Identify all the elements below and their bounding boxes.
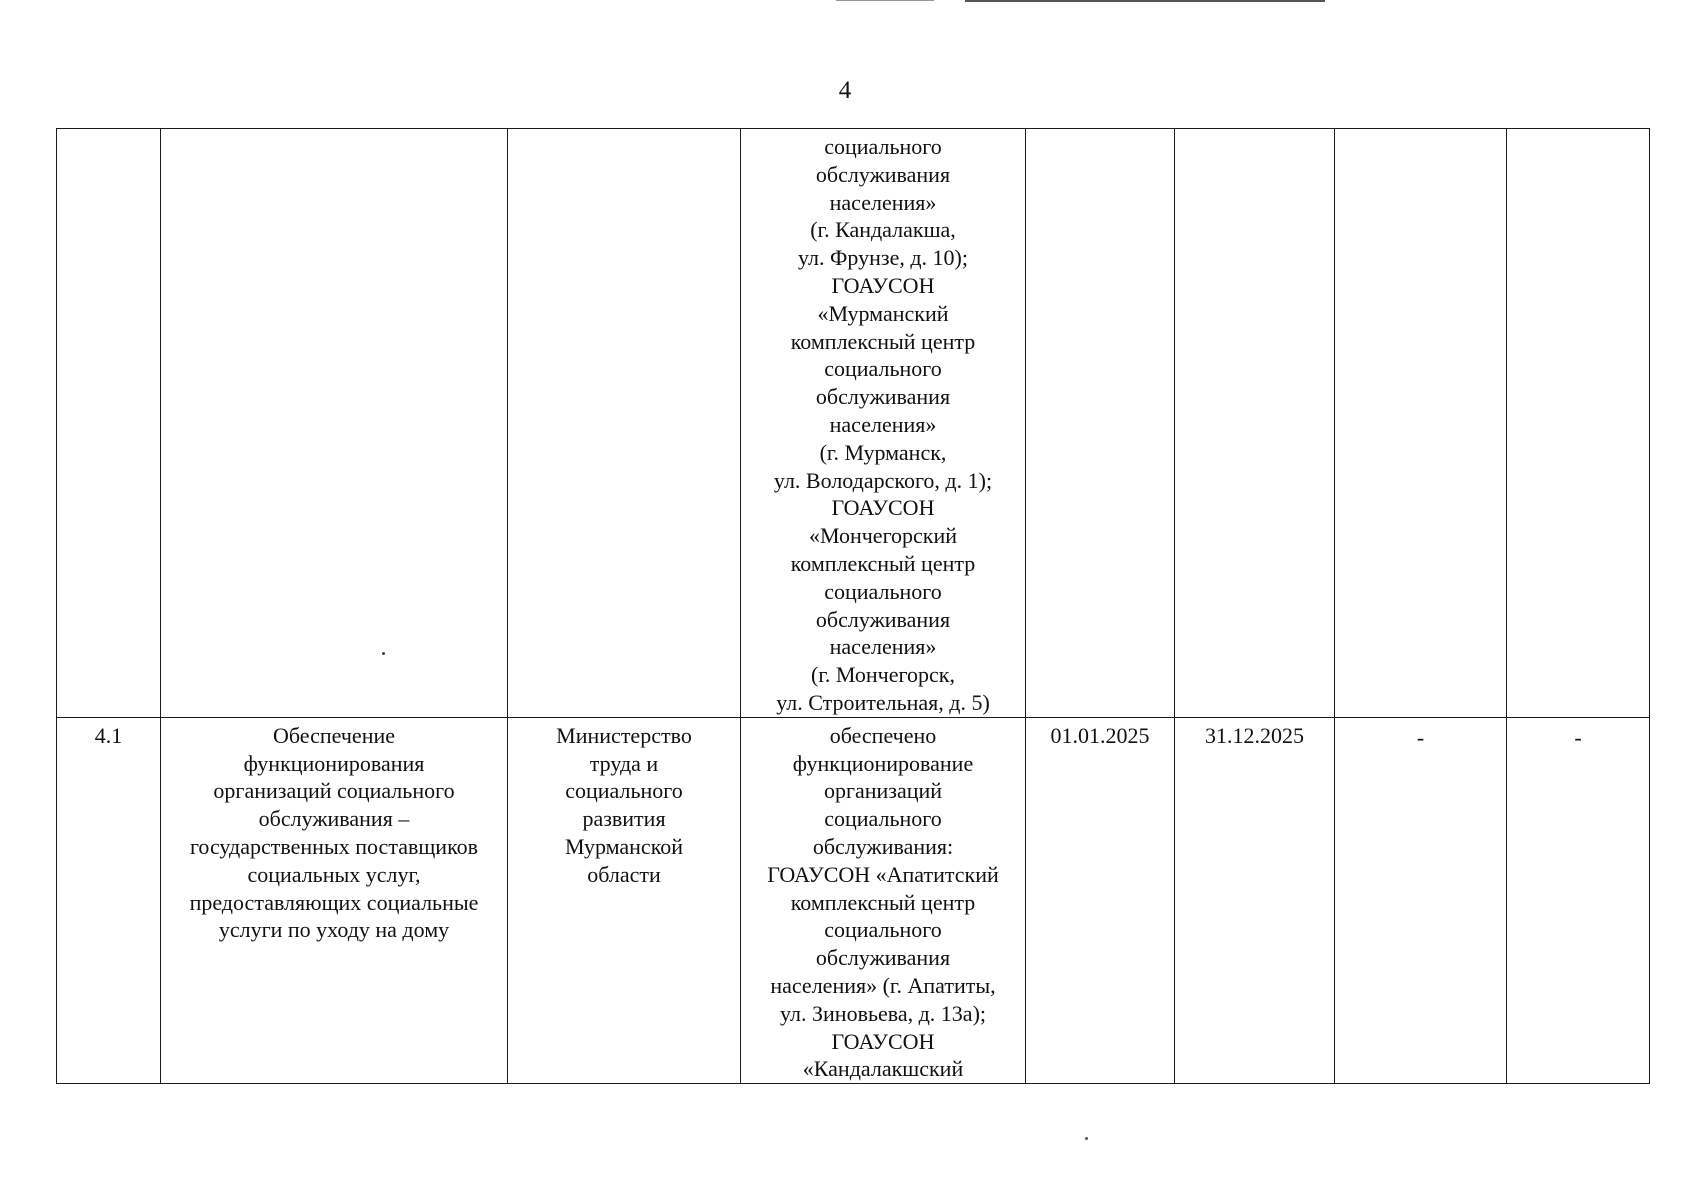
col7-dash: - [1416,724,1425,750]
cell-executor-empty [508,129,741,718]
measures-table [56,128,1650,1084]
scan-dot [382,652,385,655]
cell-result-continuation [741,129,1026,718]
cell-number-empty [57,129,161,718]
cell-col8-empty [1507,129,1650,718]
cell-activity-empty [161,129,508,718]
cell-col7-empty [1335,129,1507,718]
cell-executor [508,717,741,1083]
cell-row-number [57,717,161,1083]
cell-start-empty [1026,129,1175,718]
cell-start-date [1026,717,1175,1083]
activity-text: Обеспечение функционирования организаций социального обслуживания – государственных поставщиков социальных услуг, предоставляющих социальные услуги по уходу на дому [189,722,479,943]
cell-col8 [1507,717,1650,1083]
cell-activity [161,717,508,1083]
result-continuation-text: социального обслуживания населения» (г. Кандалакша, ул. Фрунзе, д. 10); ГОАУСОН «Мурманский комплексный центр социального обслуживания населения» (г. Мурманск, ул. Володарского, д. 1); ГОАУСОН «Мончегорский комплексный центр социального обслуживания населения» (г. Мончегорск, ул. Строительная, д. 5) [773,134,993,715]
scan-artifact-line-short [836,0,934,1]
cell-end-date [1175,717,1335,1083]
table-row-continuation [57,129,1650,718]
row-number: 4.1 [94,722,123,748]
scan-speck [1085,1137,1088,1140]
col8-dash: - [1574,724,1582,750]
start-date: 01.01.2025 [1050,722,1150,748]
page-number: 4 [838,77,852,104]
end-date: 31.12.2025 [1205,722,1304,748]
cell-end-empty [1175,129,1335,718]
result-text: обеспечено функционирование организаций социального обслуживания: ГОАУСОН «Апатитский комплексный центр социального обслуживания населения» (г. Апатиты, ул. Зиновьева, д. 13а); ГОАУСОН «Кандалакшский [767,722,999,1082]
scan-artifact-line [965,0,1325,2]
table-row-4-1 [57,717,1650,1083]
cell-col7 [1335,717,1507,1083]
cell-result [741,717,1026,1083]
executor-text: Министерство труда и социального развития Мурманской области [556,722,692,887]
